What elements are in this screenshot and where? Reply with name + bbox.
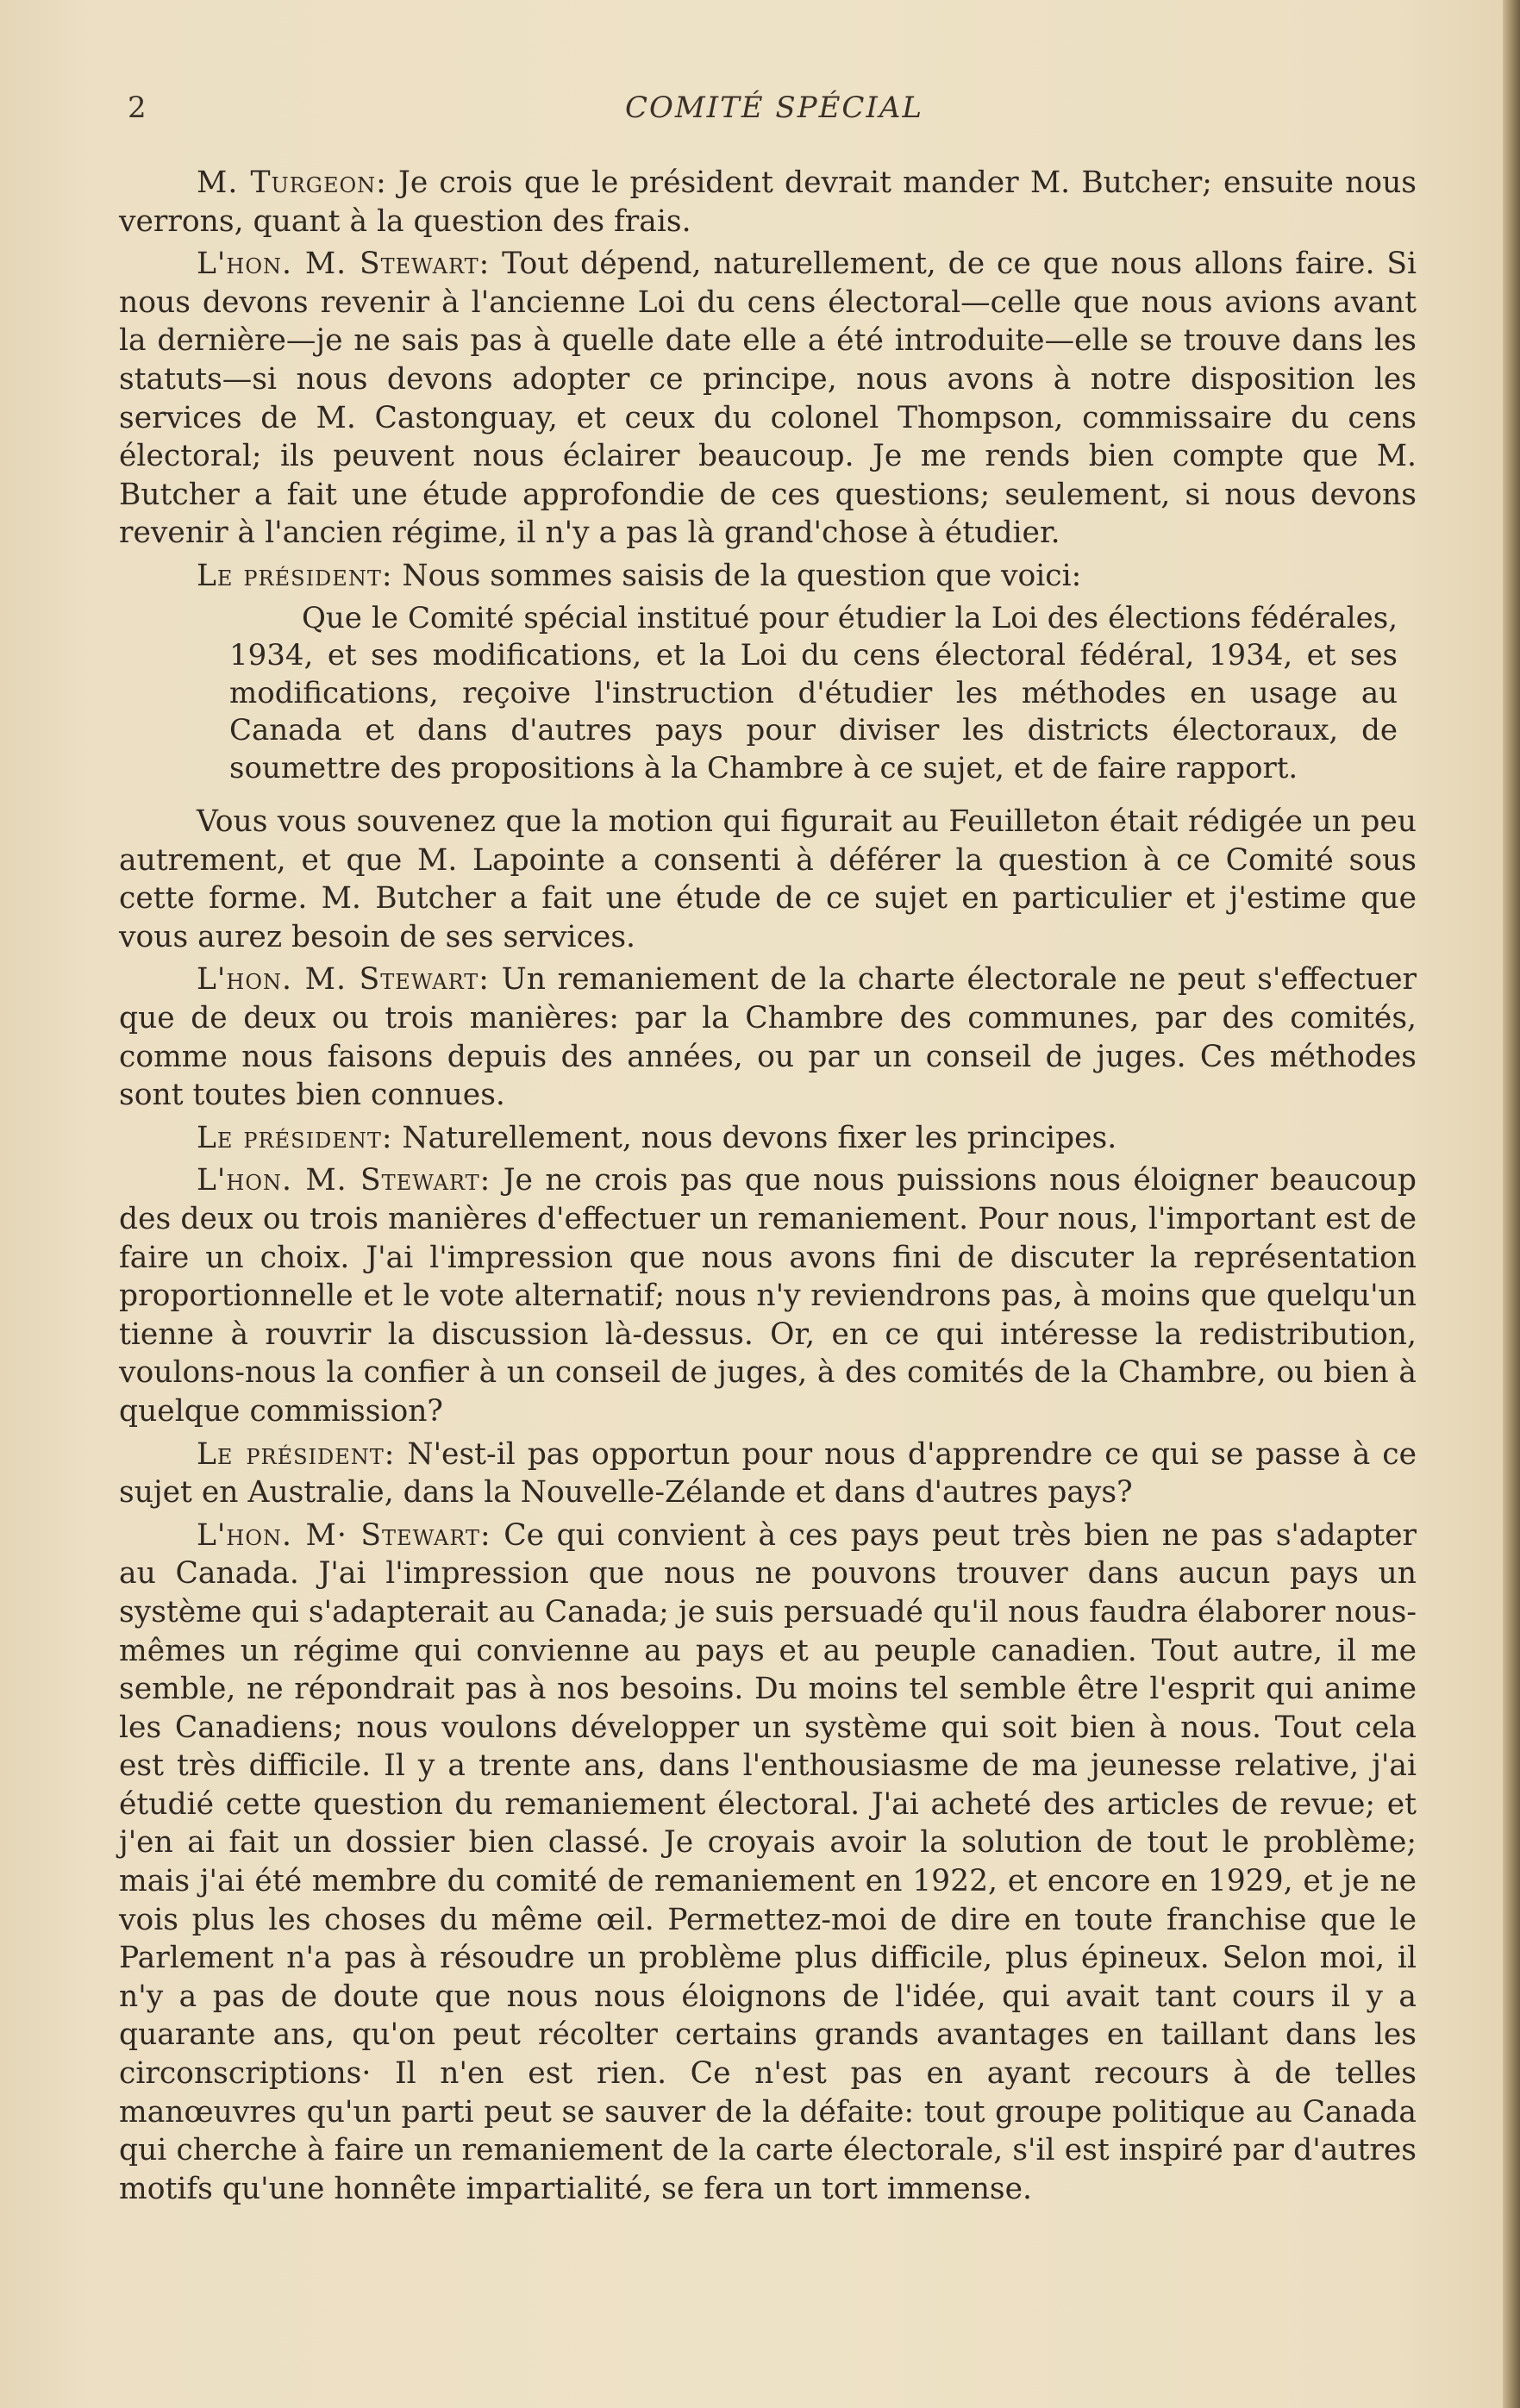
paragraph-stewart-2	[119, 960, 1417, 1114]
paragraph-text: N'est-il pas opportun pour nous d'apprendre ce qui se passe à ce sujet en Australie, dans la Nouvelle-Zélande et dans d'autres pays?	[119, 1436, 1417, 1510]
paragraph-stewart-4	[119, 1517, 1417, 2209]
paragraph-stewart-1	[119, 245, 1417, 553]
page-edge	[1503, 0, 1520, 2408]
page-number: 2	[128, 91, 147, 125]
speaker-name: M. Turgeon:	[197, 166, 387, 200]
paragraph-text: Nous sommes saisis de la question que voici:	[392, 558, 1082, 593]
quote-text: Que le Comité spécial institué pour étudier la Loi des élections fédérales, 1934, et ses modifications, et la Loi du cens électoral fédéral, 1934, et ses modifications, reçoive l'instruction d'étudier les méthodes en usage au Canada et dans d'autres pays pour diviser les districts électoraux, de soumettre des propositions à la Chambre à ce sujet, et de faire rapport.	[229, 600, 1398, 785]
paragraph-text: Vous vous souvenez que la motion qui figurait au Feuilleton était rédigée un peu autrement, et que M. Lapointe a consenti à déférer la question à ce Comité sous cette forme. M. Butcher a fait une étude de ce sujet en particulier et j'estime que vous aurez besoin de ses services.	[119, 804, 1417, 954]
paragraph-text: Je crois que le président devrait mander M. Butcher; ensuite nous verrons, quant à la question des frais.	[119, 166, 1417, 239]
paragraph-text: Ce qui convient à ces pays peut très bien ne pas s'adapter au Canada. J'ai l'impression que nous ne pouvons trouver dans aucun pays un système qui s'adapterait au Canada; je suis persuadé qu'il nous faudra élaborer nous-mêmes un régime qui convienne au pays et au peuple canadien. Tout autre, il me semble, ne répondrait pas à nos besoins. Du moins tel semble être l'esprit qui anime les Canadiens; nous voulons développer un système qui soit bien à nous. Tout cela est très difficile. Il y a trente ans, dans l'enthousiasme de ma jeunesse relative, j'ai étudié cette question du remaniement électoral. J'ai acheté des articles de revue; et j'en ai fait un dossier bien classé. Je croyais avoir la solution de tout le problème; mais j'ai été membre du comité de remaniement en 1922, et encore en 1929, et je ne vois plus les choses du même œil. Permettez-moi de dire en toute franchise que le Parlement n'a pas à résoudre un problème plus difficile, plus épineux. Selon moi, il n'y a pas de doute que nous nous éloignons de l'idée, qui avait tant cours il y a quarante ans, qu'on peut récolter certains grands avantages en taillant dans les circonscriptions· Il n'en est rien. Ce n'est pas en ayant recours à de telles manœuvres qu'un parti peut se sauver de la défaite: tout groupe politique au Canada qui cherche à faire un remaniement de la carte électorale, s'il est inspiré par d'autres motifs qu'une honnête impartialité, se fera un tort immense.	[119, 1517, 1417, 2206]
paragraph-president-1	[119, 557, 1417, 596]
paragraph-text: Tout dépend, naturellement, de ce que nous allons faire. Si nous devons revenir à l'ancienne Loi du cens électoral—celle que nous avions avant la dernière—je ne sais pas à quelle date elle a été introduite—elle se trouve dans les statuts—si nous devons adopter ce principe, nous avons à notre disposition les services de M. Castonguay, et ceux du colonel Thompson, commissaire du cens électoral; ils peuvent nous éclairer beaucoup. Je me rends bien compte que M. Butcher a fait une étude approfondie de ces questions; seulement, si nous devons revenir à l'ancien régime, il n'y a pas là grand'chose à étudier.	[119, 247, 1417, 551]
speaker-name: Le président:	[197, 1436, 396, 1472]
speaker-name: Le président:	[197, 558, 393, 593]
motion-quote	[119, 600, 1417, 788]
paragraph-turgeon	[119, 164, 1417, 241]
paragraph-president-2	[119, 1119, 1417, 1158]
speaker-name: L'hon. M· Stewart:	[197, 1517, 491, 1553]
paragraph-president-3	[119, 1435, 1417, 1512]
paragraph-text: Je ne crois pas que nous puissions nous éloigner beaucoup des deux ou trois manières d'effectuer un remaniement. Pour nous, l'important est de faire un choix. J'ai l'impression que nous avons fini de discuter la représentation proportionnelle et le vote alternatif; nous n'y reviendrons pas, à moins que quelqu'un tienne à rouvrir la discussion là-dessus. Or, en ce qui intéresse la redistribution, voulons-nous la confier à un conseil de juges, à des comités de la Chambre, ou bien à quelque commission?	[119, 1163, 1417, 1429]
paragraph-president-continued	[119, 803, 1417, 956]
document-body	[119, 164, 1417, 2212]
paragraph-text: Naturellement, nous devons fixer les principes.	[392, 1120, 1117, 1155]
speaker-name: L'hon. M. Stewart:	[197, 1163, 491, 1198]
running-title: COMITÉ SPÉCIAL	[624, 91, 923, 125]
page-header	[128, 91, 1421, 142]
paragraph-stewart-3	[119, 1161, 1417, 1430]
speaker-name: L'hon. M. Stewart:	[197, 247, 491, 282]
speaker-name: L'hon. M. Stewart:	[197, 962, 490, 998]
paragraph-text: Un remaniement de la charte électorale ne peut s'effectuer que de deux ou trois manières: par la Chambre des communes, par des comités, comme nous faisons depuis des années, ou par un conseil de juges. Ces méthodes sont toutes bien connues.	[119, 962, 1417, 1113]
speaker-name: Le président:	[197, 1120, 393, 1155]
